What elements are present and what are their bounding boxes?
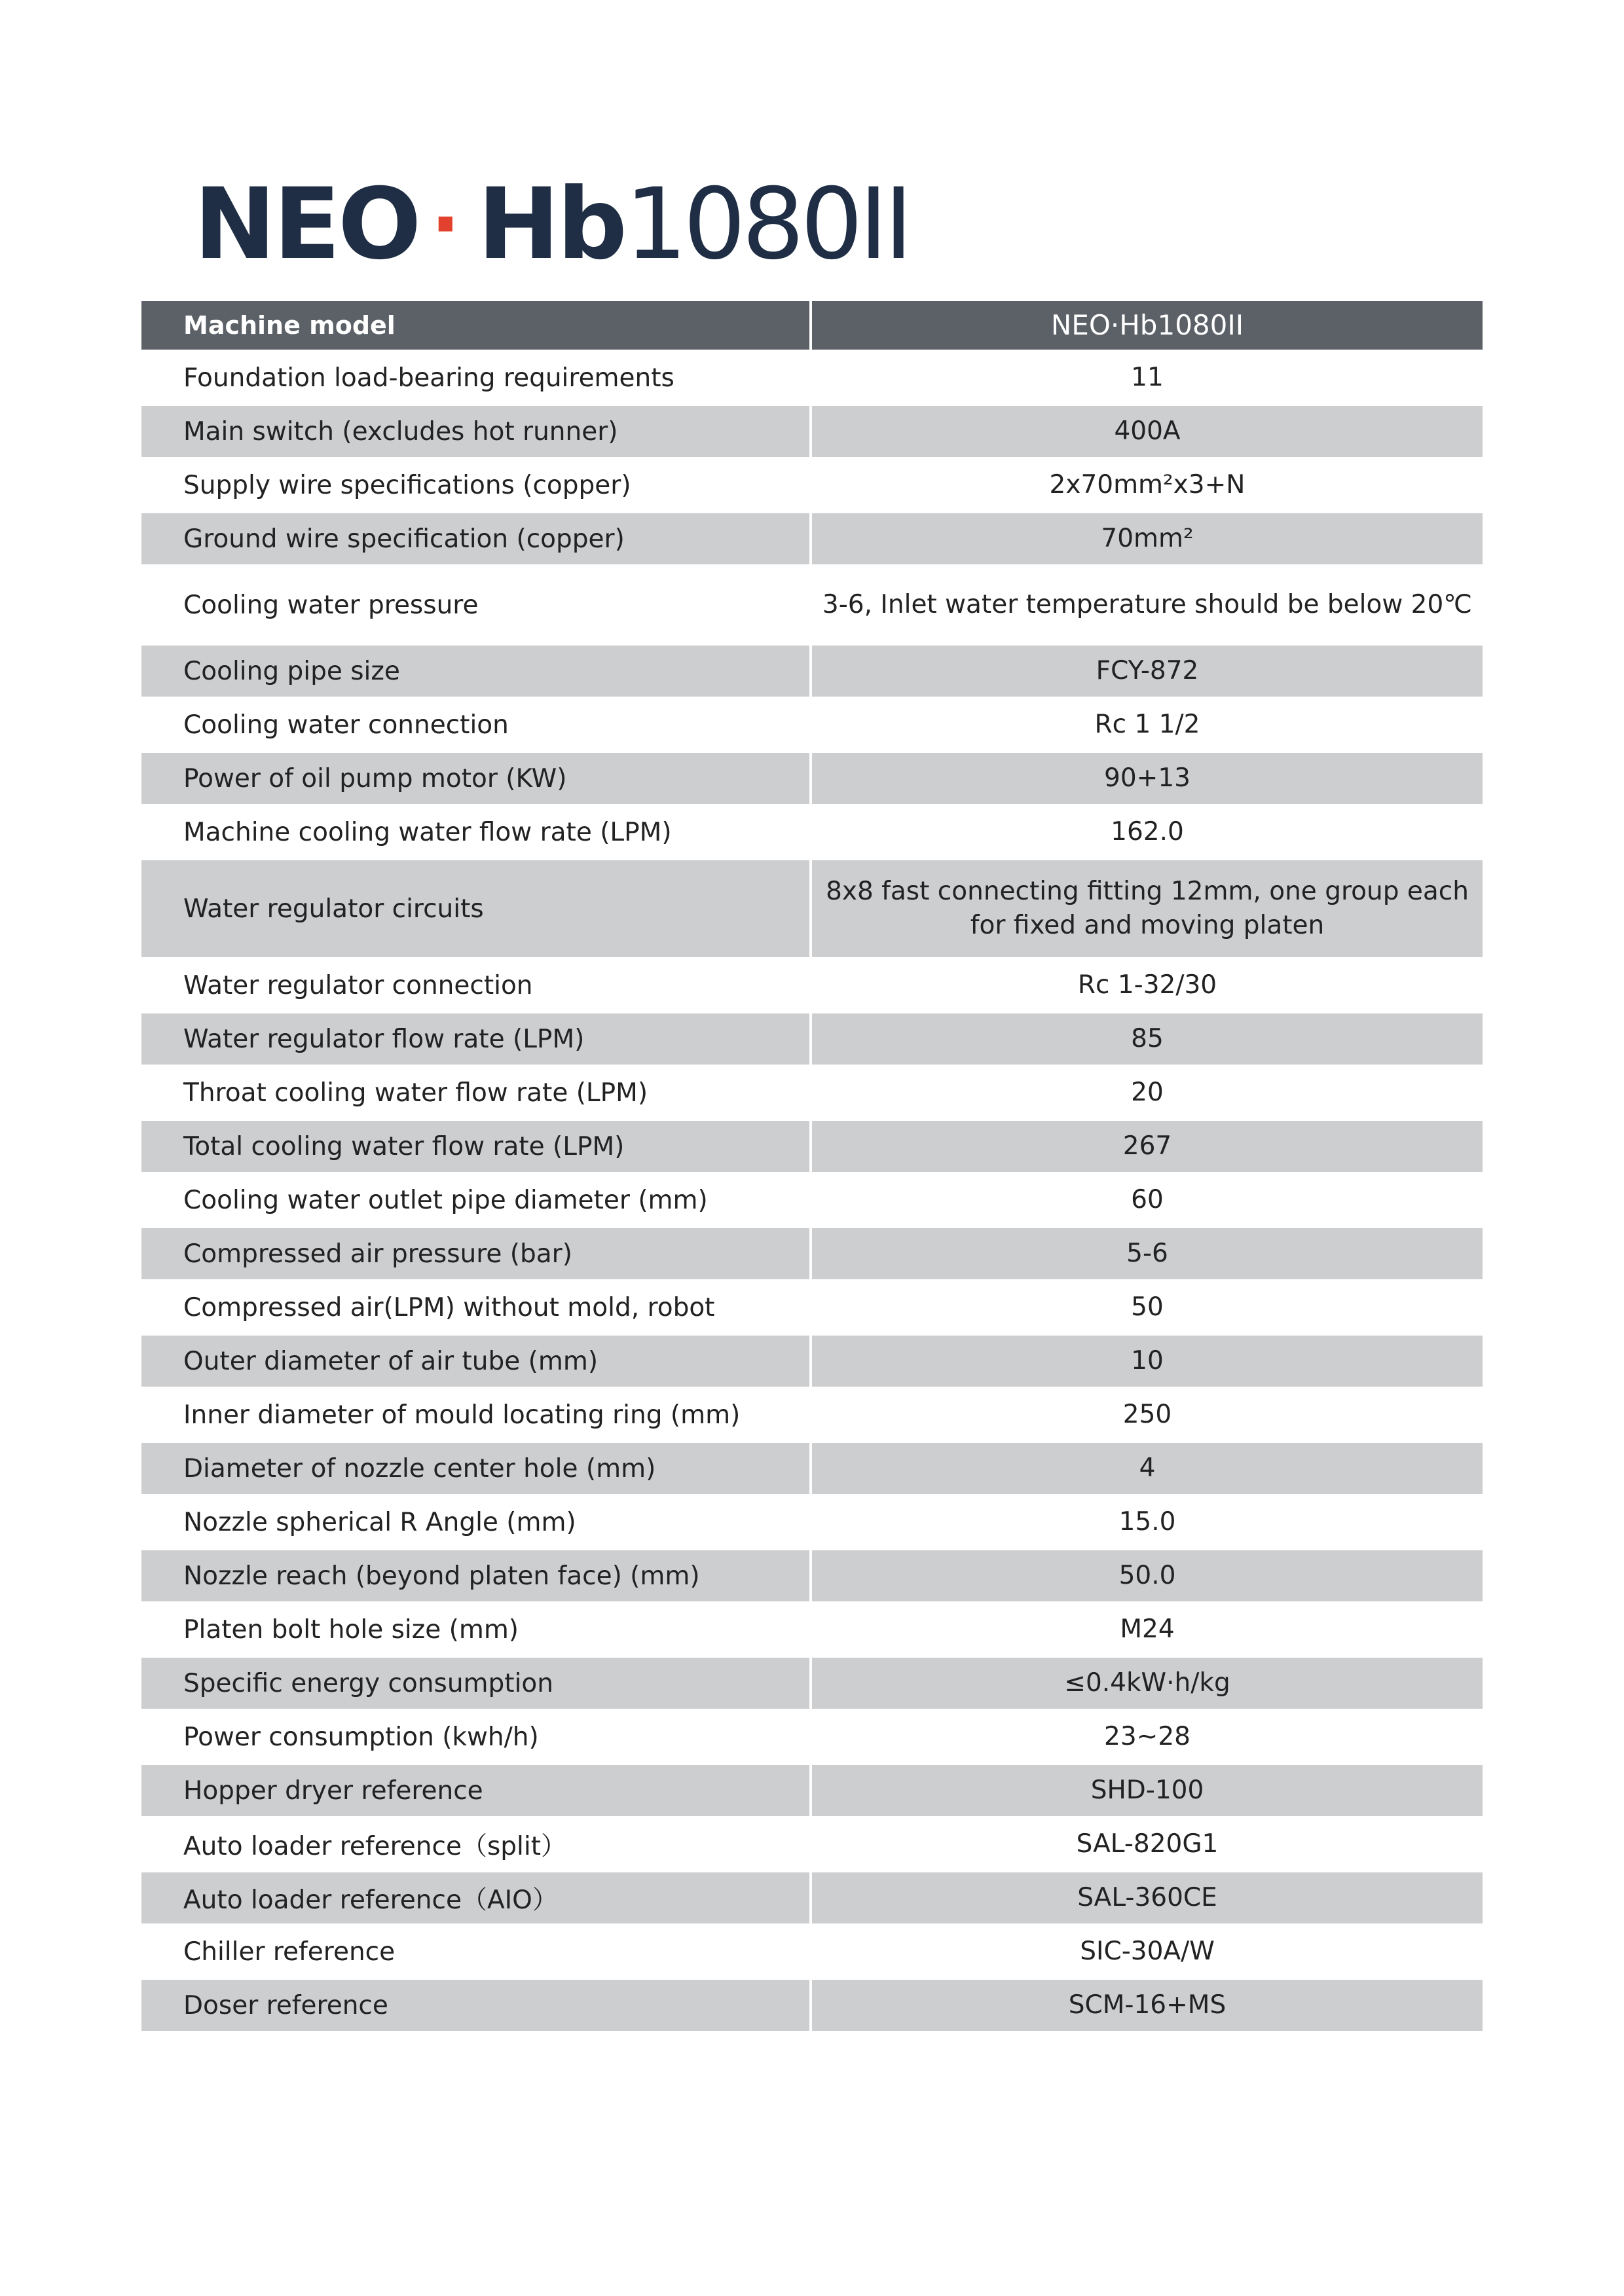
- spec-row: [141, 1281, 1483, 1334]
- spec-value: 15.0: [811, 1495, 1483, 1549]
- spec-row: [141, 1495, 1483, 1549]
- spec-key: Water regulator connection: [141, 958, 811, 1012]
- spec-row: [141, 1871, 1483, 1925]
- spec-value: 3-6, Inlet water temperature should be below 20℃: [811, 566, 1483, 644]
- spec-value: 4: [811, 1442, 1483, 1495]
- spec-key: Chiller reference: [141, 1925, 811, 1978]
- spec-key: Main switch (excludes hot runner): [141, 405, 811, 458]
- spec-value: 11: [811, 351, 1483, 405]
- spec-value: 50.0: [811, 1549, 1483, 1603]
- spec-value: Rc 1-32/30: [811, 958, 1483, 1012]
- spec-value: 85: [811, 1012, 1483, 1066]
- spec-row: [141, 1012, 1483, 1066]
- spec-row: [141, 1978, 1483, 2032]
- spec-row: [141, 644, 1483, 698]
- spec-value: SAL-360CE: [811, 1871, 1483, 1925]
- spec-value: 10: [811, 1334, 1483, 1388]
- spec-row: [141, 1173, 1483, 1227]
- spec-row: [141, 1066, 1483, 1120]
- spec-row: [141, 458, 1483, 512]
- spec-key: Outer diameter of air tube (mm): [141, 1334, 811, 1388]
- spec-value: SHD-100: [811, 1764, 1483, 1817]
- spec-value: 8x8 fast connecting fitting 12mm, one group each for fixed and moving platen: [811, 859, 1483, 958]
- spec-key: Cooling water outlet pipe diameter (mm): [141, 1173, 811, 1227]
- spec-row: [141, 805, 1483, 859]
- spec-row: [141, 1442, 1483, 1495]
- spec-row: [141, 1603, 1483, 1656]
- title-separator-dot: ·: [430, 179, 461, 270]
- spec-row: [141, 1817, 1483, 1871]
- spec-table: [141, 301, 1483, 2033]
- spec-row: [141, 351, 1483, 405]
- spec-key: Throat cooling water flow rate (LPM): [141, 1066, 811, 1120]
- spec-value: 162.0: [811, 805, 1483, 859]
- spec-value: 50: [811, 1281, 1483, 1334]
- spec-value: Rc 1 1/2: [811, 698, 1483, 752]
- spec-value: 90+13: [811, 752, 1483, 805]
- spec-value: 250: [811, 1388, 1483, 1442]
- spec-value: SAL-820G1: [811, 1817, 1483, 1871]
- spec-key: Power of oil pump motor (KW): [141, 752, 811, 805]
- spec-key: Water regulator flow rate (LPM): [141, 1012, 811, 1066]
- title-brand: NEO: [194, 168, 419, 282]
- title-series: Hb: [477, 168, 625, 282]
- spec-key: Cooling water pressure: [141, 566, 811, 644]
- spec-row: [141, 1764, 1483, 1817]
- spec-row: [141, 1656, 1483, 1710]
- spec-row: [141, 566, 1483, 644]
- spec-value: SIC-30A/W: [811, 1925, 1483, 1978]
- spec-key: Cooling pipe size: [141, 644, 811, 698]
- spec-key: Power consumption (kwh/h): [141, 1710, 811, 1764]
- spec-key: Compressed air pressure (bar): [141, 1227, 811, 1281]
- spec-row: [141, 1227, 1483, 1281]
- spec-key: Supply wire specifications (copper): [141, 458, 811, 512]
- spec-value: M24: [811, 1603, 1483, 1656]
- spec-row: [141, 1120, 1483, 1173]
- spec-key: Auto loader reference（AIO）: [141, 1871, 811, 1925]
- spec-row: [141, 958, 1483, 1012]
- spec-value: 23~28: [811, 1710, 1483, 1764]
- spec-row: [141, 1334, 1483, 1388]
- spec-row: [141, 1925, 1483, 1978]
- product-title: [194, 168, 910, 282]
- spec-row: [141, 405, 1483, 458]
- spec-value: 267: [811, 1120, 1483, 1173]
- title-model-number: 1080II: [625, 168, 910, 282]
- spec-value: 5-6: [811, 1227, 1483, 1281]
- spec-key: Platen bolt hole size (mm): [141, 1603, 811, 1656]
- spec-row: [141, 512, 1483, 566]
- spec-value: 70mm²: [811, 512, 1483, 566]
- spec-table-header: [141, 301, 1483, 351]
- header-value: NEO·Hb1080II: [811, 301, 1483, 351]
- spec-key: Ground wire specification (copper): [141, 512, 811, 566]
- spec-key: Water regulator circuits: [141, 859, 811, 958]
- spec-row: [141, 859, 1483, 958]
- spec-key: Total cooling water flow rate (LPM): [141, 1120, 811, 1173]
- spec-value: 2x70mm²x3+N: [811, 458, 1483, 512]
- spec-row: [141, 698, 1483, 752]
- spec-row: [141, 1388, 1483, 1442]
- spec-key: Foundation load-bearing requirements: [141, 351, 811, 405]
- spec-value: 400A: [811, 405, 1483, 458]
- spec-value: SCM-16+MS: [811, 1978, 1483, 2032]
- spec-key: Compressed air(LPM) without mold, robot: [141, 1281, 811, 1334]
- spec-row: [141, 1549, 1483, 1603]
- spec-value: 20: [811, 1066, 1483, 1120]
- spec-key: Specific energy consumption: [141, 1656, 811, 1710]
- spec-key: Hopper dryer reference: [141, 1764, 811, 1817]
- spec-key: Auto loader reference（split）: [141, 1817, 811, 1871]
- spec-key: Diameter of nozzle center hole (mm): [141, 1442, 811, 1495]
- spec-key: Doser reference: [141, 1978, 811, 2032]
- spec-value: FCY-872: [811, 644, 1483, 698]
- spec-value: ≤0.4kW·h/kg: [811, 1656, 1483, 1710]
- spec-row: [141, 1710, 1483, 1764]
- spec-key: Machine cooling water flow rate (LPM): [141, 805, 811, 859]
- spec-key: Cooling water connection: [141, 698, 811, 752]
- spec-row: [141, 752, 1483, 805]
- spec-key: Nozzle spherical R Angle (mm): [141, 1495, 811, 1549]
- spec-key: Inner diameter of mould locating ring (mm): [141, 1388, 811, 1442]
- spec-key: Nozzle reach (beyond platen face) (mm): [141, 1549, 811, 1603]
- spec-value: 60: [811, 1173, 1483, 1227]
- header-key: Machine model: [141, 301, 811, 351]
